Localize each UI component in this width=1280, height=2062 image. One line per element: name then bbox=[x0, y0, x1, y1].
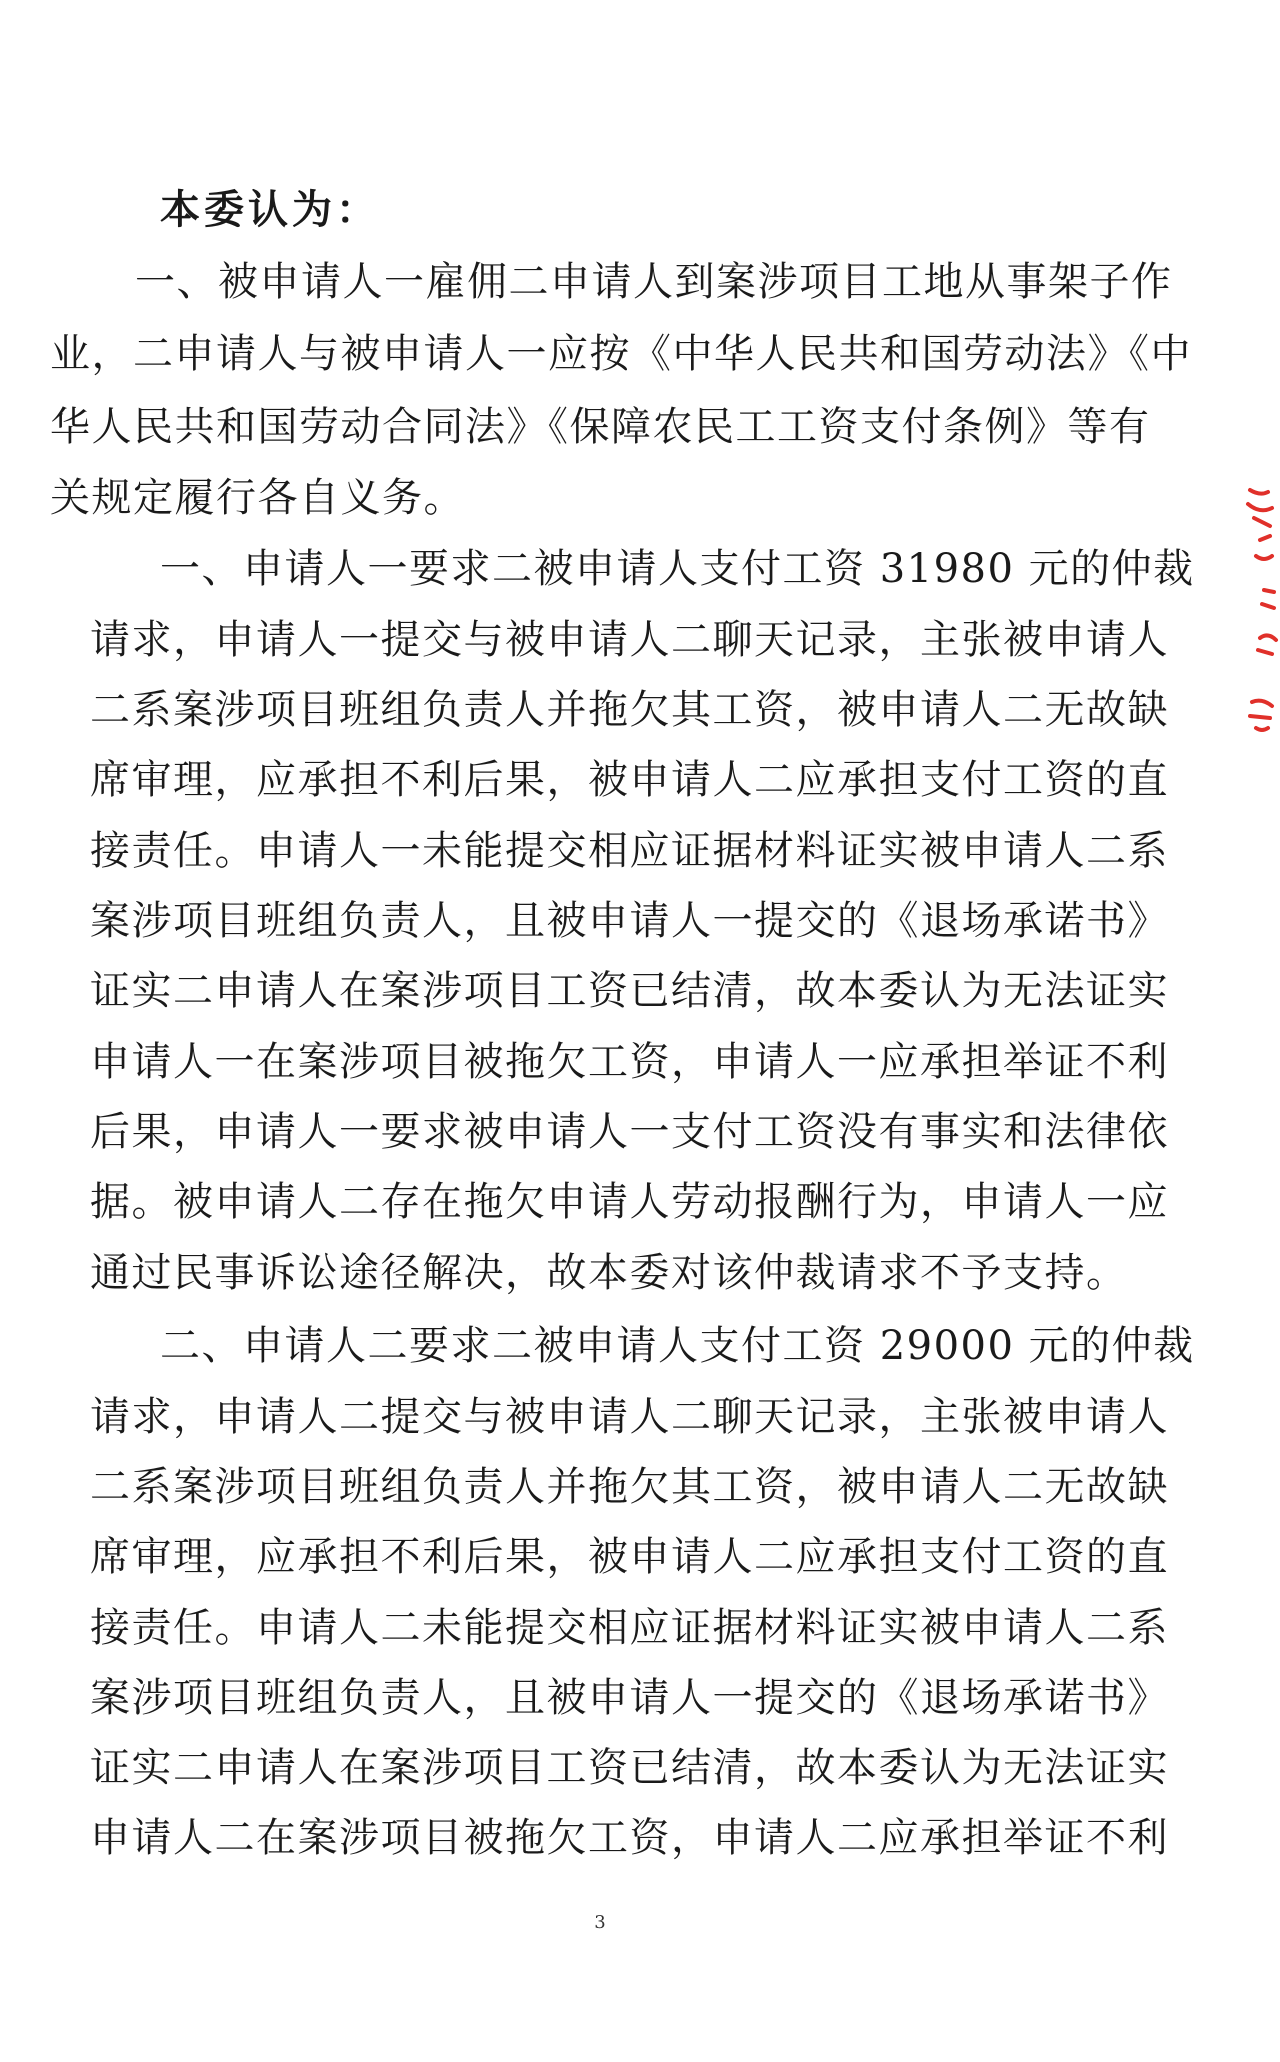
paragraph-line: 席审理，应承担不利后果，被申请人二应承担支付工资的直 bbox=[90, 1534, 1169, 1580]
paragraph-line: 证实二申请人在案涉项目工资已结清，故本委认为无法证实 bbox=[90, 968, 1169, 1014]
paragraph-line: 证实二申请人在案涉项目工资已结清，故本委认为无法证实 bbox=[90, 1745, 1169, 1791]
paragraph-line: 席审理，应承担不利后果，被申请人二应承担支付工资的直 bbox=[90, 757, 1169, 803]
section-heading: 本委认为： bbox=[160, 186, 380, 233]
paragraph-line: 一、申请人一要求二被申请人支付工资 31980 元的仲裁 bbox=[160, 546, 1195, 592]
seal-icon bbox=[1220, 470, 1280, 770]
paragraph-line: 据。被申请人二存在拖欠申请人劳动报酬行为，申请人一应 bbox=[90, 1179, 1169, 1225]
paragraph-line: 华人民共和国劳动合同法》《保障农民工工资支付条例》等有 bbox=[50, 404, 1151, 450]
paragraph-line: 请求，申请人一提交与被申请人二聊天记录，主张被申请人 bbox=[90, 617, 1169, 663]
paragraph-line: 请求，申请人二提交与被申请人二聊天记录，主张被申请人 bbox=[90, 1394, 1169, 1440]
red-seal-fragment bbox=[1220, 470, 1280, 770]
paragraph-line: 申请人二在案涉项目被拖欠工资，申请人二应承担举证不利 bbox=[90, 1815, 1169, 1861]
paragraph-line: 接责任。申请人一未能提交相应证据材料证实被申请人二系 bbox=[90, 828, 1169, 874]
paragraph-line: 后果，申请人一要求被申请人一支付工资没有事实和法律依 bbox=[90, 1109, 1169, 1155]
paragraph-line: 二系案涉项目班组负责人并拖欠其工资，被申请人二无故缺 bbox=[90, 687, 1169, 733]
paragraph-line: 关规定履行各自义务。 bbox=[50, 475, 465, 521]
page-number: 3 bbox=[594, 1912, 606, 1933]
paragraph-line: 通过民事诉讼途径解决，故本委对该仲裁请求不予支持。 bbox=[90, 1250, 1128, 1296]
paragraph-line: 二、申请人二要求二被申请人支付工资 29000 元的仲裁 bbox=[160, 1323, 1195, 1369]
paragraph-line: 业，二申请人与被申请人一应按《中华人民共和国劳动法》《中 bbox=[50, 331, 1192, 377]
paragraph-line: 案涉项目班组负责人，且被申请人一提交的《退场承诺书》 bbox=[90, 898, 1169, 944]
paragraph-line: 案涉项目班组负责人，且被申请人一提交的《退场承诺书》 bbox=[90, 1675, 1169, 1721]
paragraph-line: 接责任。申请人二未能提交相应证据材料证实被申请人二系 bbox=[90, 1605, 1169, 1651]
paragraph-line: 二系案涉项目班组负责人并拖欠其工资，被申请人二无故缺 bbox=[90, 1464, 1169, 1510]
paragraph-line: 一、被申请人一雇佣二申请人到案涉项目工地从事架子作 bbox=[135, 259, 1173, 305]
paragraph-line: 申请人一在案涉项目被拖欠工资，申请人一应承担举证不利 bbox=[90, 1039, 1169, 1085]
